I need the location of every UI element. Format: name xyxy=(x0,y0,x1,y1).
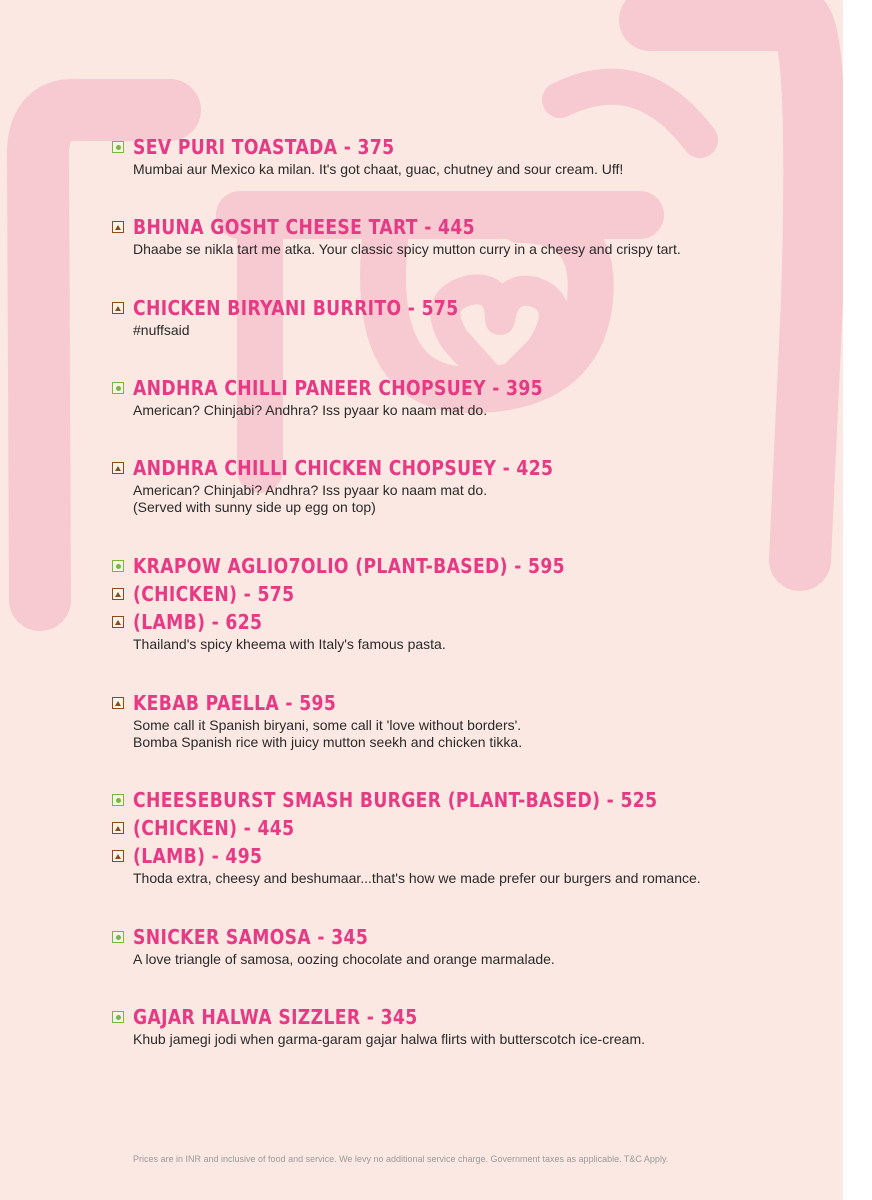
veg-icon xyxy=(112,931,124,943)
item-description: Bomba Spanish rice with juicy mutton seekh and chicken tikka. xyxy=(133,734,523,750)
menu-item xyxy=(112,689,832,751)
item-description: American? Chinjabi? Andhra? Iss pyaar ko naam mat do. xyxy=(133,402,488,418)
menu-item xyxy=(112,213,832,258)
item-title: BHUNA GOSHT CHEESE TART - 445 xyxy=(133,215,475,239)
item-description: (Served with sunny side up egg on top) xyxy=(133,499,376,515)
menu-item xyxy=(112,294,832,339)
veg-icon xyxy=(112,794,124,806)
menu-item xyxy=(112,374,832,419)
item-description: Some call it Spanish biryani, some call it 'love without borders'. xyxy=(133,717,522,733)
item-description: Thailand's spicy kheema with Italy's famous pasta. xyxy=(133,636,446,652)
menu-item xyxy=(112,923,832,968)
item-title: CHEESEBURST SMASH BURGER (PLANT-BASED) - 525 xyxy=(133,788,658,812)
veg-icon xyxy=(112,141,124,153)
item-title: SEV PURI TOASTADA - 375 xyxy=(133,135,395,159)
item-title: KEBAB PAELLA - 595 xyxy=(133,691,337,715)
item-description: American? Chinjabi? Andhra? Iss pyaar ko naam mat do. xyxy=(133,482,488,498)
item-description: Mumbai aur Mexico ka milan. It's got chaat, guac, chutney and sour cream. Uff! xyxy=(133,161,624,177)
menu-item xyxy=(112,1003,832,1048)
nonveg-icon xyxy=(112,850,124,862)
item-description: Khub jamegi jodi when garma-garam gajar halwa flirts with butterscotch ice-cream. xyxy=(133,1031,645,1047)
item-variant: (LAMB) - 495 xyxy=(133,844,263,868)
nonveg-icon xyxy=(112,588,124,600)
veg-icon xyxy=(112,1011,124,1023)
nonveg-icon xyxy=(112,822,124,834)
item-description: Thoda extra, cheesy and beshumaar...that's how we made prefer our burgers and romance. xyxy=(133,870,701,886)
nonveg-icon xyxy=(112,221,124,233)
veg-icon xyxy=(112,382,124,394)
item-title: SNICKER SAMOSA - 345 xyxy=(133,925,369,949)
item-description: A love triangle of samosa, oozing chocolate and orange marmalade. xyxy=(133,951,555,967)
veg-icon xyxy=(112,560,124,572)
item-variant: (CHICKEN) - 575 xyxy=(133,582,295,606)
nonveg-icon xyxy=(112,616,124,628)
pricing-footnote: Prices are in INR and inclusive of food and service. We levy no additional service charge. Government taxes as applicable. T&C Apply. xyxy=(133,1154,669,1164)
item-variant: (LAMB) - 625 xyxy=(133,610,263,634)
item-description: #nuffsaid xyxy=(133,322,190,338)
item-title: GAJAR HALWA SIZZLER - 345 xyxy=(133,1005,418,1029)
page-margin xyxy=(843,0,872,1200)
item-title: ANDHRA CHILLI CHICKEN CHOPSUEY - 425 xyxy=(133,456,554,480)
item-title: KRAPOW AGLIO7OLIO (PLANT-BASED) - 595 xyxy=(133,554,565,578)
item-description: Dhaabe se nikla tart me atka. Your classic spicy mutton curry in a cheesy and crispy tart. xyxy=(133,241,681,257)
menu-item xyxy=(112,454,832,516)
item-title: ANDHRA CHILLI PANEER CHOPSUEY - 395 xyxy=(133,376,543,400)
nonveg-icon xyxy=(112,462,124,474)
menu-item xyxy=(112,552,832,653)
menu-item xyxy=(112,786,832,887)
menu-item xyxy=(112,133,832,178)
nonveg-icon xyxy=(112,302,124,314)
item-title: CHICKEN BIRYANI BURRITO - 575 xyxy=(133,296,459,320)
nonveg-icon xyxy=(112,697,124,709)
item-variant: (CHICKEN) - 445 xyxy=(133,816,295,840)
